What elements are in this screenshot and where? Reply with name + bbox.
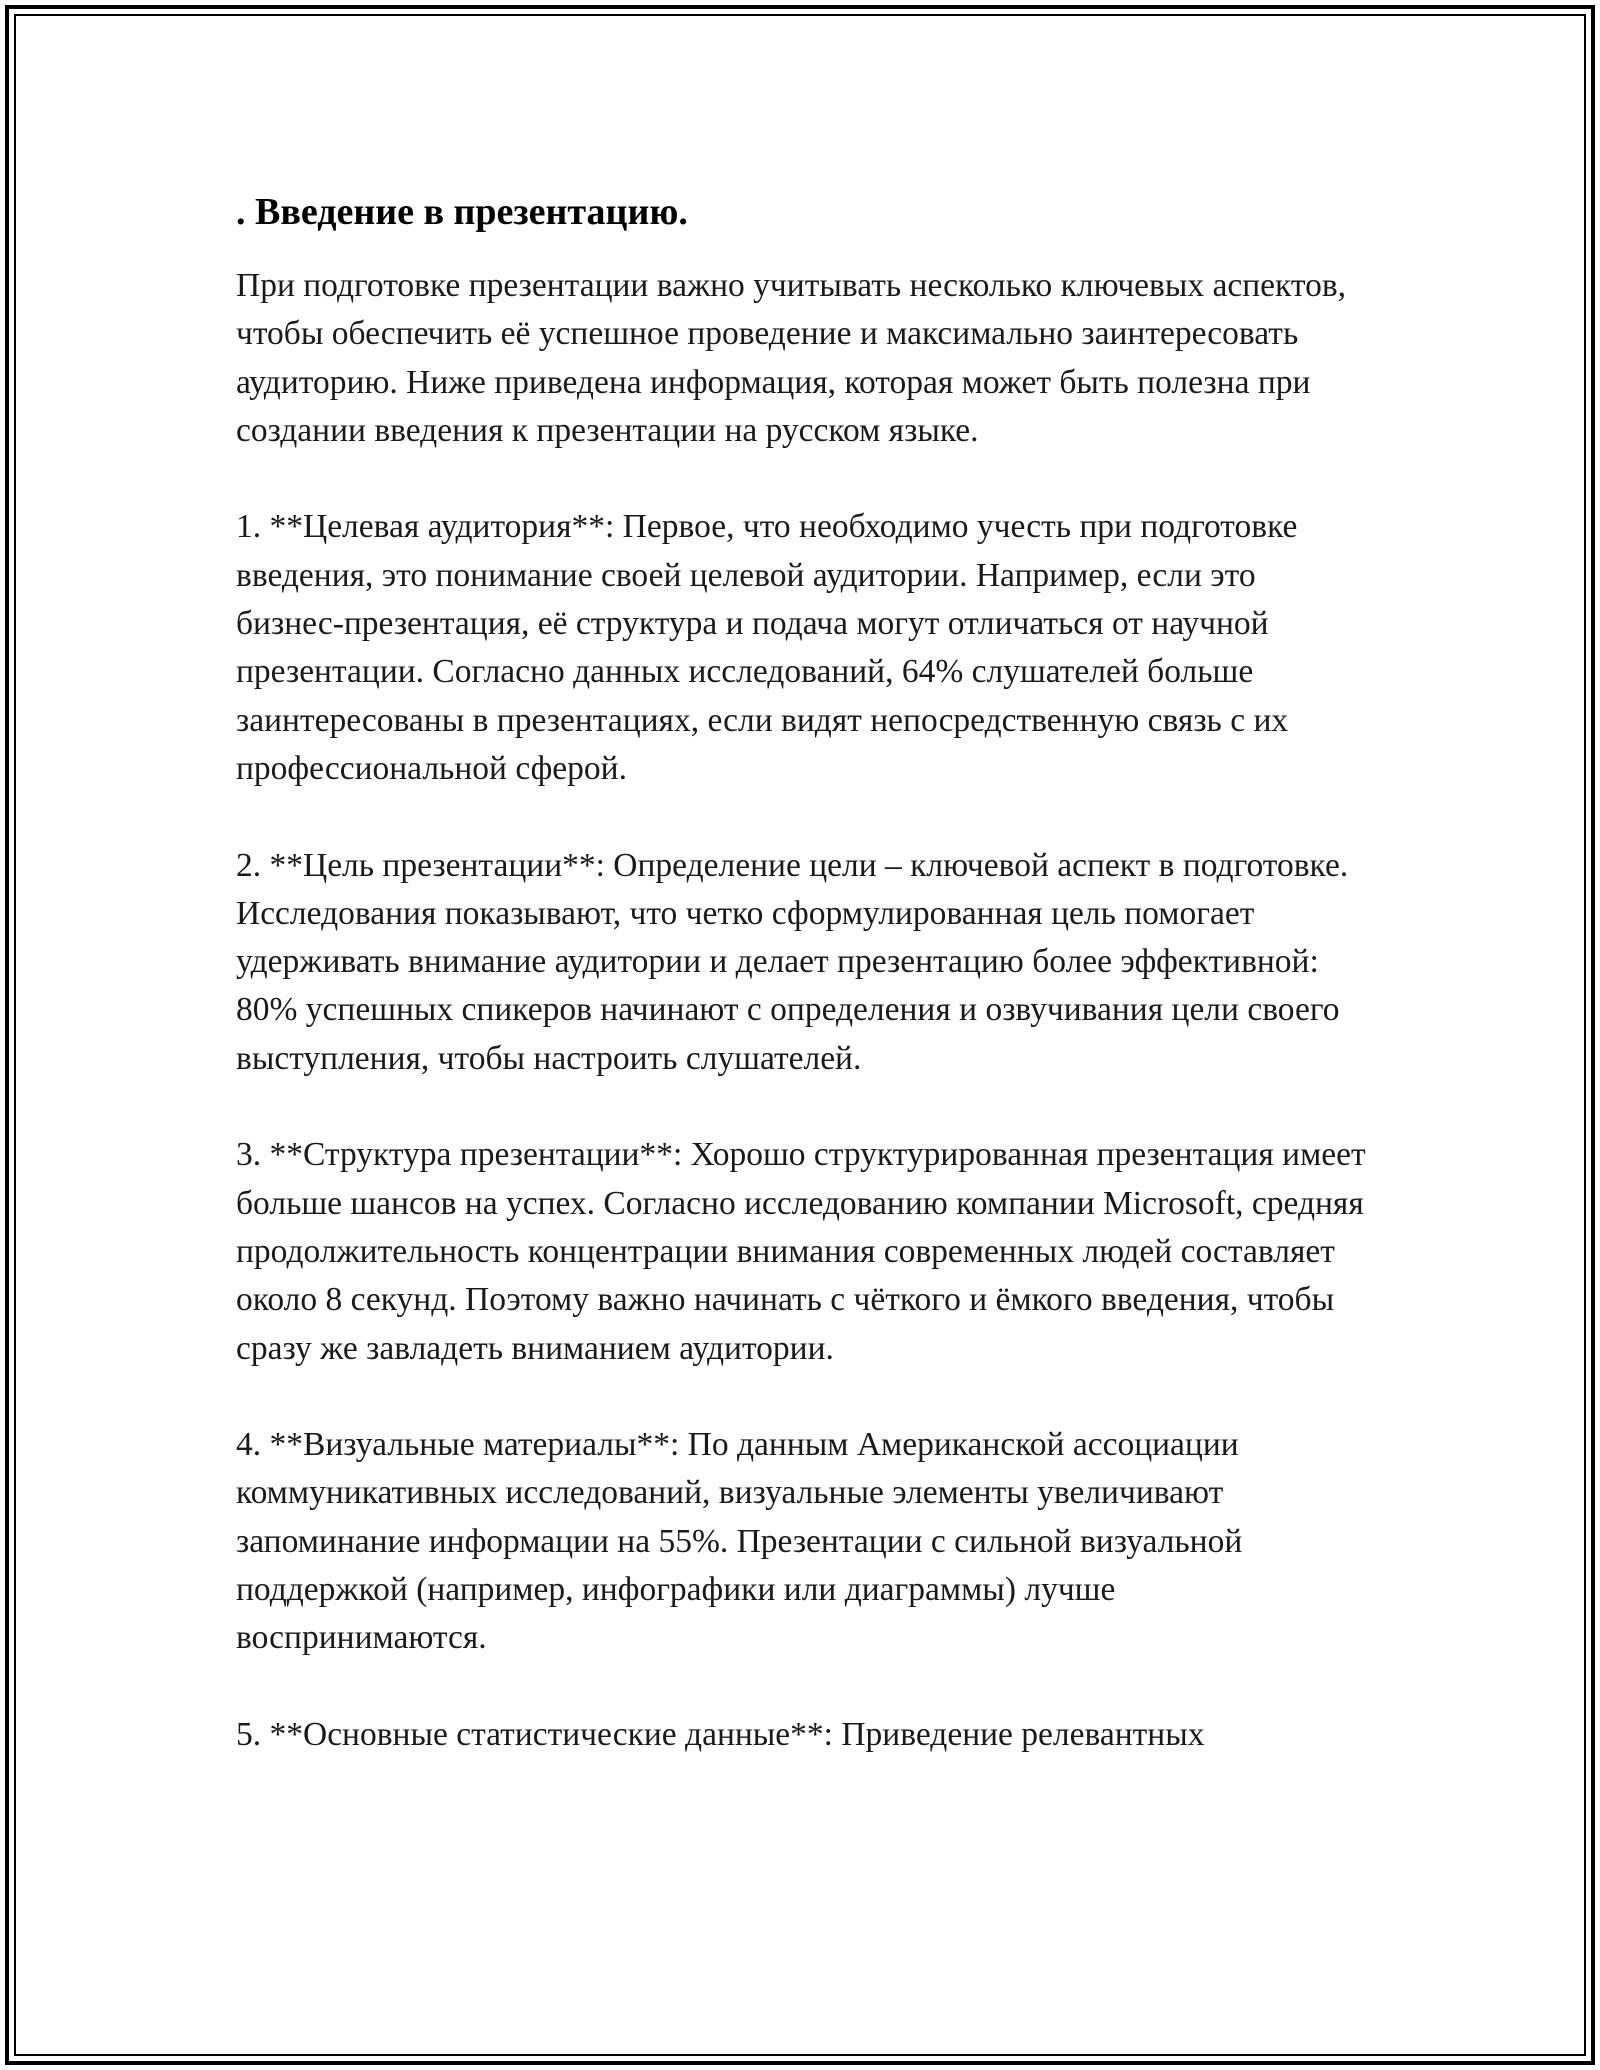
paragraph-statistics: 5. **Основные статистические данные**: Приведение релевантных: [236, 1715, 1205, 1753]
paragraph-presentation-goal: 2. **Цель презентации**: Определение цели – ключевой аспект в подготовке. Исследования показывают, что четко сформулированная цель помогает удерживать внимание аудитории и делает презентацию более эффективной: 80% успешных спикеров начинают с определения и озвучивания цели своего выступления, чтобы настроить слушателей.: [236, 846, 1349, 1077]
document-heading: . Введение в презентацию.: [236, 191, 688, 233]
document-body: [236, 188, 1366, 1808]
paragraph-intro: При подготовке презентации важно учитывать несколько ключевых аспектов, чтобы обеспечить её успешное проведение и максимально заинтересовать аудиторию. Ниже приведена информация, которая может быть полезна при создании введения к презентации на русском языке.: [236, 267, 1347, 449]
paragraph-presentation-structure: 3. **Структура презентации**: Хорошо структурированная презентация имеет больше шансов на успех. Согласно исследованию компании Microsoft, средняя продолжительность концентрации внимания современных людей составляет около 8 секунд. Поэтому важно начинать с чёткого и ёмкого введения, чтобы сразу же завладеть вниманием аудитории.: [236, 1136, 1366, 1367]
paragraph-visual-materials: 4. **Визуальные материалы**: По данным Американской ассоциации коммуникативных исследований, визуальные элементы увеличивают запоминание информации на 55%. Презентации с сильной визуальной поддержкой (например, инфографики или диаграммы) лучше воспринимаются.: [236, 1426, 1243, 1657]
paragraph-target-audience: 1. **Целевая аудитория**: Первое, что необходимо учесть при подготовке введения, это понимание своей целевой аудитории. Например, если это бизнес-презентация, её структура и подача могут отличаться от научной презентации. Согласно данных исследований, 64% слушателей больше заинтересованы в презентациях, если видят непосредственную связь с их профессиональной сферой.: [236, 508, 1298, 787]
